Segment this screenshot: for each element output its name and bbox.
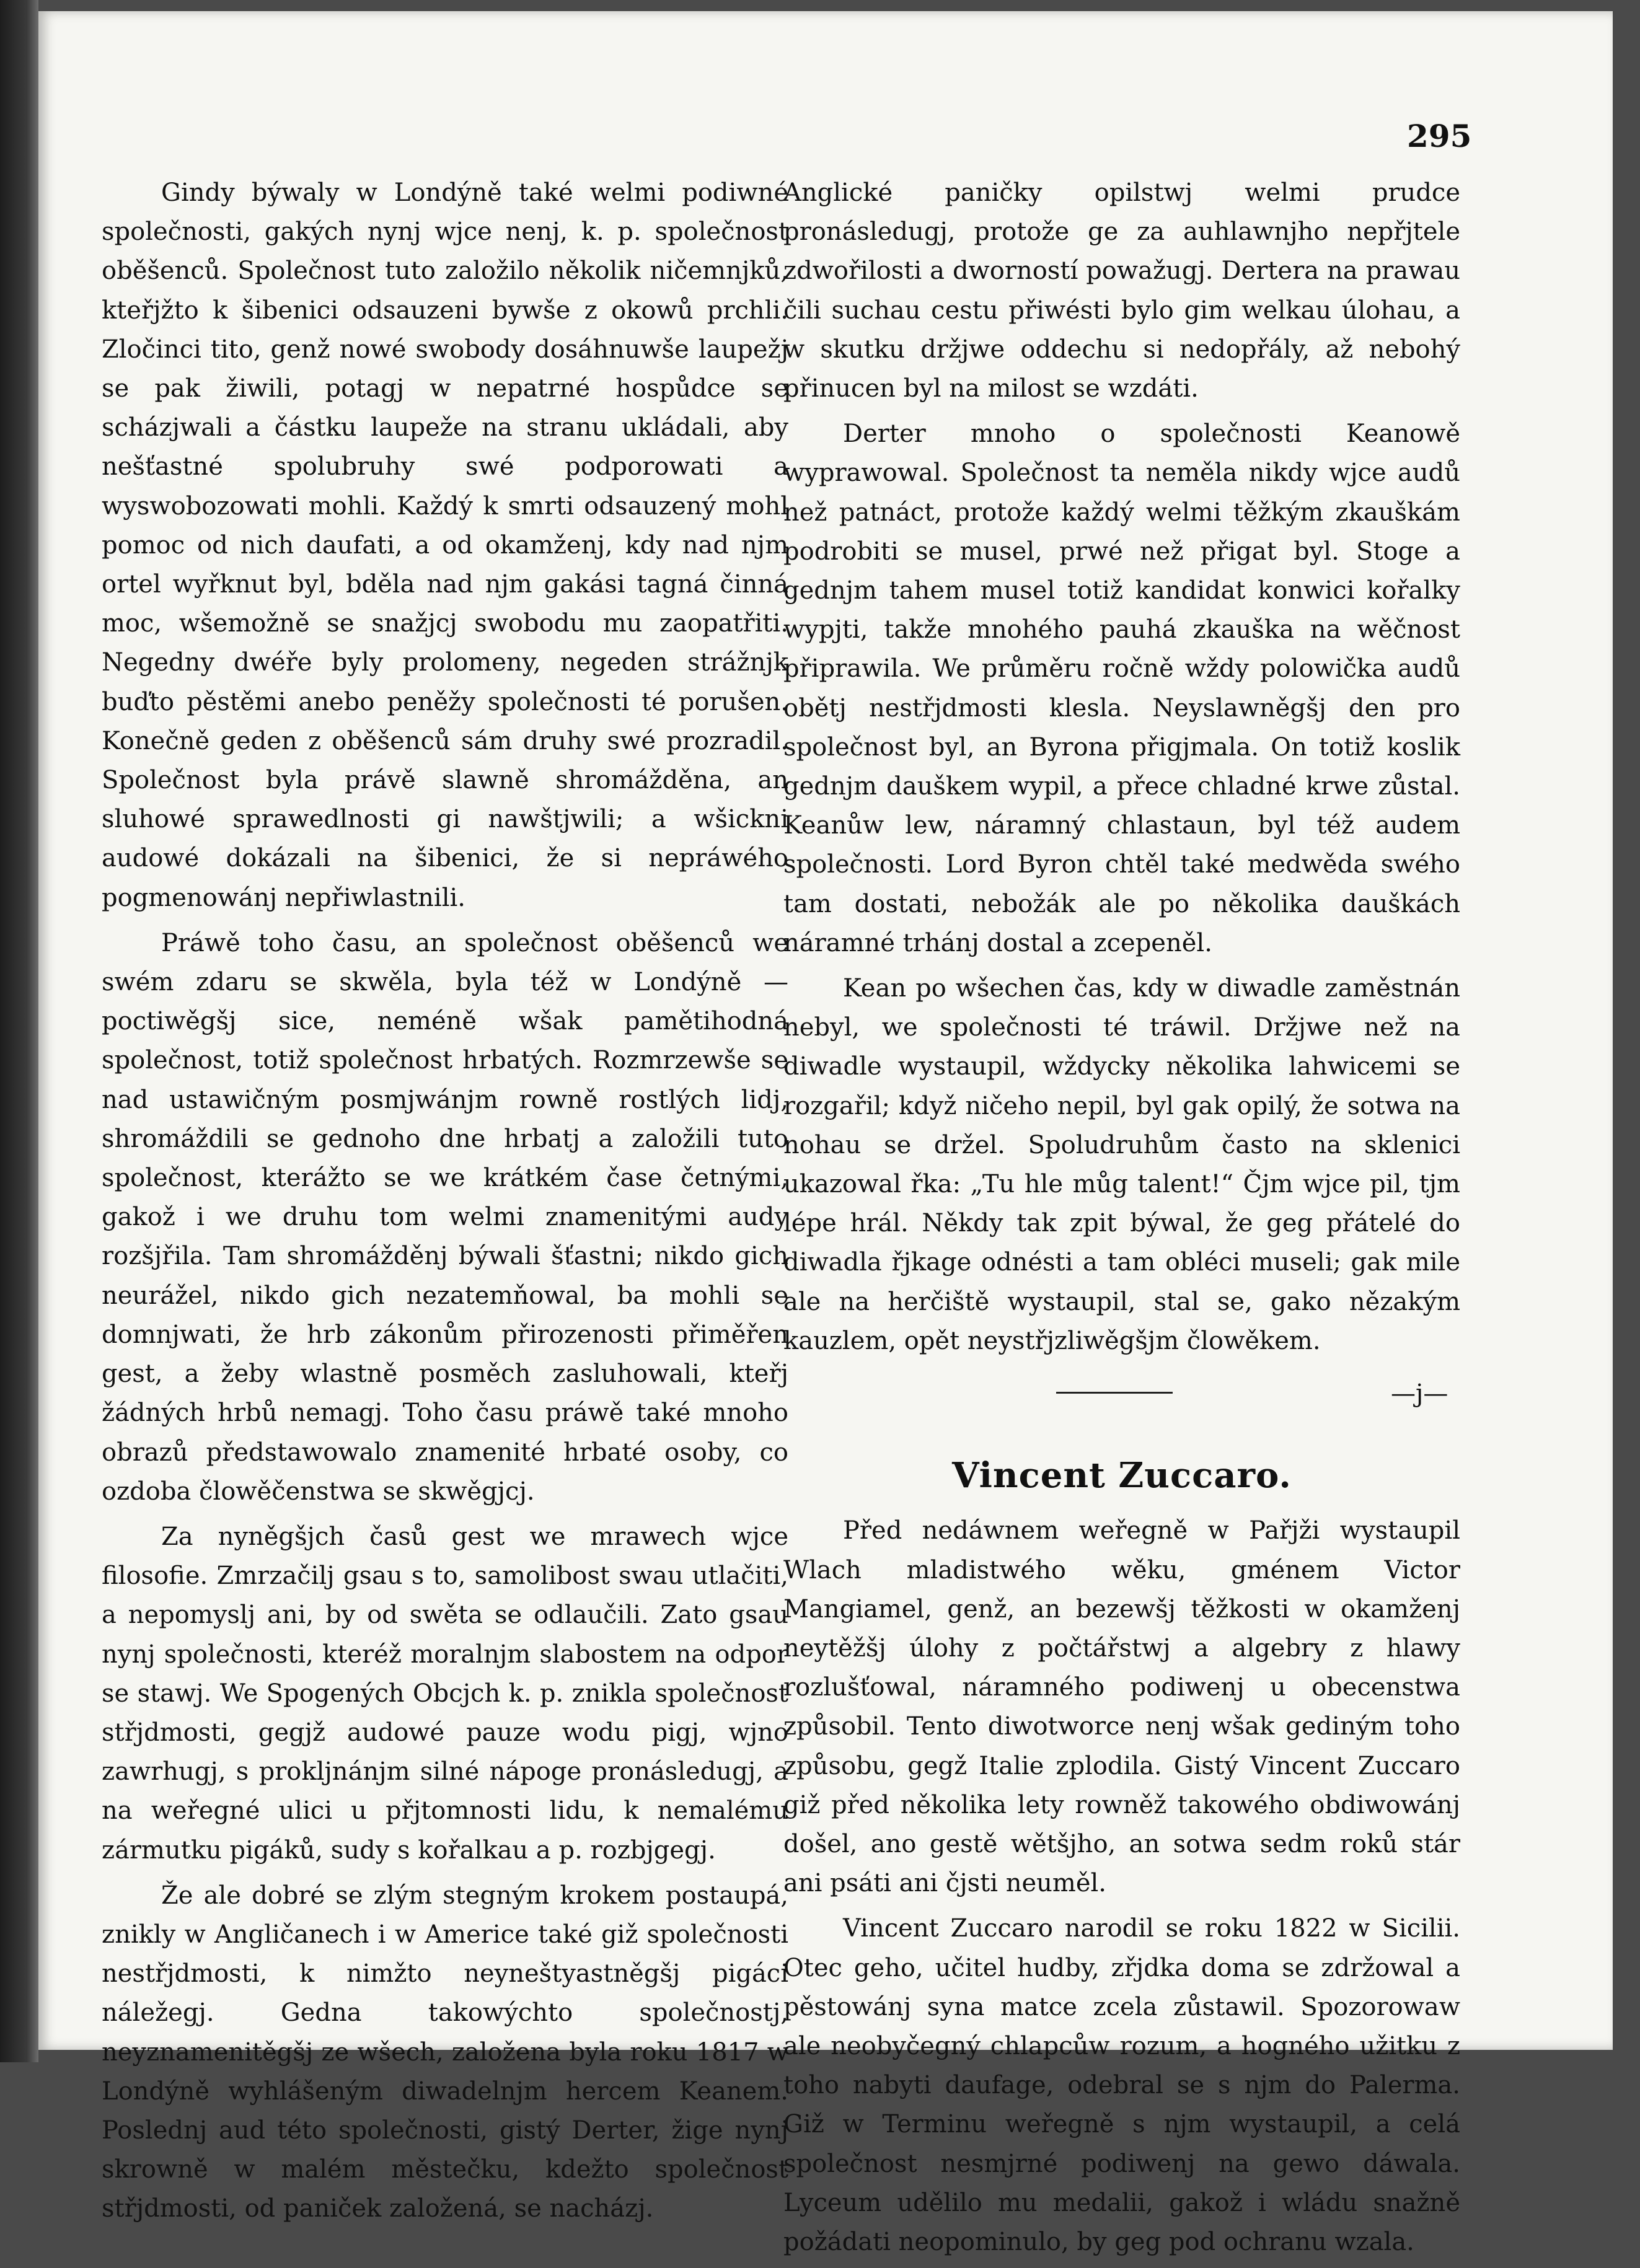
right-paragraph-continued: Anglické paničky opilstwj welmi prudce pronásledugj, protože ge za auhlawnjho nepřjtele zdwořilosti a dworností powažugj. Dertera na prawau čili suchau cestu přiwésti bylo gim welkau úlohau, a w skutku držjwe oddechu si nedopřály, až nebohý přinucen byl na milost se wzdáti. bbox=[783, 178, 1460, 403]
section-divider-line bbox=[1056, 1392, 1173, 1394]
article-paragraph-1: Před nedáwnem weřegně w Pařjži wystaupil Wlach mladistwého wěku, gménem Victor Mangiamel, genž, an bezewšj těžkosti w okamženj neytěžšj úlohy z počtářstwj a algebry z hlawy rozlušťowal, náramného podiwenj u obecenstwa způsobil. Tento diwotworce nenj wšak gediným toho způsobu, gegž Italie zplodila. Gistý Vincent Zuccaro giž před několika lety rowněž takowého obdiwowánj došel, ano gestě wětšjho, an sotwa sedm roků stár ani psáti ani čjsti neuměl. bbox=[783, 1516, 1460, 1898]
book-page bbox=[38, 11, 1613, 2256]
left-paragraph-4: Že ale dobré se zlým stegným krokem postaupá, znikly w Angličanech i w Americe také giž společnosti nestřjdmosti, k nimžto neyneštyastněgšj pigáci náležegj. Gedna takowýchto společnostj, neyznamenitěgšj ze wšech, založena byla roku 1817 w Londýně wyhlášeným diwadelnjm hercem Keanem. Poslednj aud této společnosti, gistý Derter, žige nynj skrowně w malém městečku, kdežto společnost střjdmosti, od paniček založená, se nacházj. bbox=[102, 1881, 788, 2223]
right-column bbox=[783, 174, 1460, 2268]
page-number: 295 bbox=[1407, 118, 1472, 154]
scan-binding-edge bbox=[0, 0, 38, 2062]
article-title: Vincent Zuccaro. bbox=[952, 1455, 1292, 1497]
right-paragraph-3: Kean po wšechen čas, kdy w diwadle zaměstnán nebyl, we společnosti té tráwil. Držjwe než na diwadle wystaupil, wždycky několika lahwicemi se rozgařil; když ničeho nepil, byl gak opilý, že sotwa na nohau se držel. Spoludruhům často na sklenici ukazowal řka: „Tu hle můg talent!“ Čjm wjce pil, tjm lépe hrál. Někdy tak zpit býwal, že geg přátelé do diwadla řjkage odnésti a tam obléci museli; gak mile ale na herčiště wystaupil, stal se, gako nězakým kauzlem, opět neystřjzliwěgšjm člowěkem. bbox=[783, 974, 1460, 1355]
author-signature: —j— bbox=[1391, 1379, 1448, 1409]
left-paragraph-2: Práwě toho času, an společnost oběšenců we swém zdaru se skwěla, byla též w Londýně — poctiwěgšj sice, neméně wšak pamětihodná společnost, totiž společnost hrbatých. Rozmrzewše se nad ustawičným posmjwánjm rowně rostlých lidj, shromáždili se gednoho dne hrbatj a založili tuto společnost, kterážto se we krátkém čase četnými, gakož i we druhu tom welmi znamenitými audy rozšjřila. Tam shromážděnj býwali šťastni; nikdo gich neurážel, nikdo gich nezatemňowal, ba mohli se domnjwati, že hrb zákonům přirozenosti přiměřen gest, a žeby wlastně posměch zasluhowali, kteřj žádných hrbů nemagj. Toho času práwě také mnoho obrazů předstawowalo znamenité hrbaté osoby, co ozdoba člowěčenstwa se skwěgjcj. bbox=[102, 928, 788, 1506]
left-paragraph-1: Gindy býwaly w Londýně také welmi podiwné společnosti, gakých nynj wjce nenj, k. p. společnost oběšenců. Společnost tuto založilo několik ničemnjků, kteřjžto k šibenici odsauzeni bywše z okowů prchli. Zločinci tito, genž nowé swobody dosáhnuwše laupežj se pak žiwili, potagj w nepatrné hospůdce se scházjwali a částku laupeže na stranu ukládali, aby nešťastné spolubruhy swé podporowati a wyswobozowati mohli. Každý k smrti odsauzený mohl pomoc od nich daufati, a od okamženj, kdy nad njm ortel wyřknut byl, bděla nad njm gakási tagná činná moc, wšemožně se snažjcj swobodu mu zaopatřiti. Negedny dwéře byly prolomeny, negeden strážnjk buďto pěstěmi anebo peněžy společnosti té porušen. Konečně geden z oběšenců sám druhy swé prozradil. Společnost byla právě slawně shromážděna, an sluhowé sprawedlnosti gi nawštjwili; a wšickni audowé dokázali na šibenici, že si nepráwého pogmenowánj nepřiwlastnili. bbox=[102, 178, 788, 912]
right-paragraph-2: Derter mnoho o společnosti Keanowě wyprawowal. Společnost ta neměla nikdy wjce audů než patnáct, protože každý welmi těžkým zkauškám podrobiti se musel, prwé než přigat byl. Stoge a gednjm tahem musel totiž kandidat konwici kořalky wypjti, takže mnohého pauhá zkauška na wěčnost připrawila. We průměru ročně wždy polowička audů obětj nestřjdmosti klesla. Neyslawněgšj den pro společnost byl, an Byrona přigjmala. On totiž koslik gednjm dauškem wypil, a přece chladné krwe zůstal. Keanůw lew, náramný chlastaun, byl též audem společnosti. Lord Byron chtěl také medwěda swého tam dostati, nebožák ale po několika dauškách náramné trhánj dostal a zcepeněl. bbox=[783, 420, 1460, 957]
left-column bbox=[102, 174, 788, 2235]
article-paragraph-2: Vincent Zuccaro narodil se roku 1822 w Sicilii. Otec geho, učitel hudby, zřjdka doma se zdržowal a pěstowánj syna matce zcela zůstawil. Spozorowaw ale neobyčegný chlapcůw rozum, a hogného užitku z toho nabyti daufage, odebral se s njm do Palerma. Giž w Terminu weřegně s njm wystaupil, a celá společnost nesmjrné podiwenj na gewo dáwala. Lyceum udělilo mu medalii, gakož i wládu snažně požádati neopominulo, by geg pod ochranu wzala. bbox=[783, 1914, 1460, 2256]
section-divider-row bbox=[783, 1367, 1460, 1415]
left-paragraph-3: Za nyněgšjch časů gest we mrawech wjce filosofie. Zmrzačilj gsau s to, samolibost swau utlačiti, a nepomyslj ani, by od swěta se odlaučili. Zato gsau nynj společnosti, kteréž moralnjm slabostem na odpor se stawj. We Spogených Obcjch k. p. znikla společnost střjdmosti, gegjž audowé pauze wodu pigj, wjno zawrhugj, s prokljnánjm silné nápoge pronásledugj, a na weřegné ulici u přjtomnosti lidu, k nemalému zármutku pigáků, sudy s kořalkau a p. rozbjgegj. bbox=[102, 1522, 788, 1865]
